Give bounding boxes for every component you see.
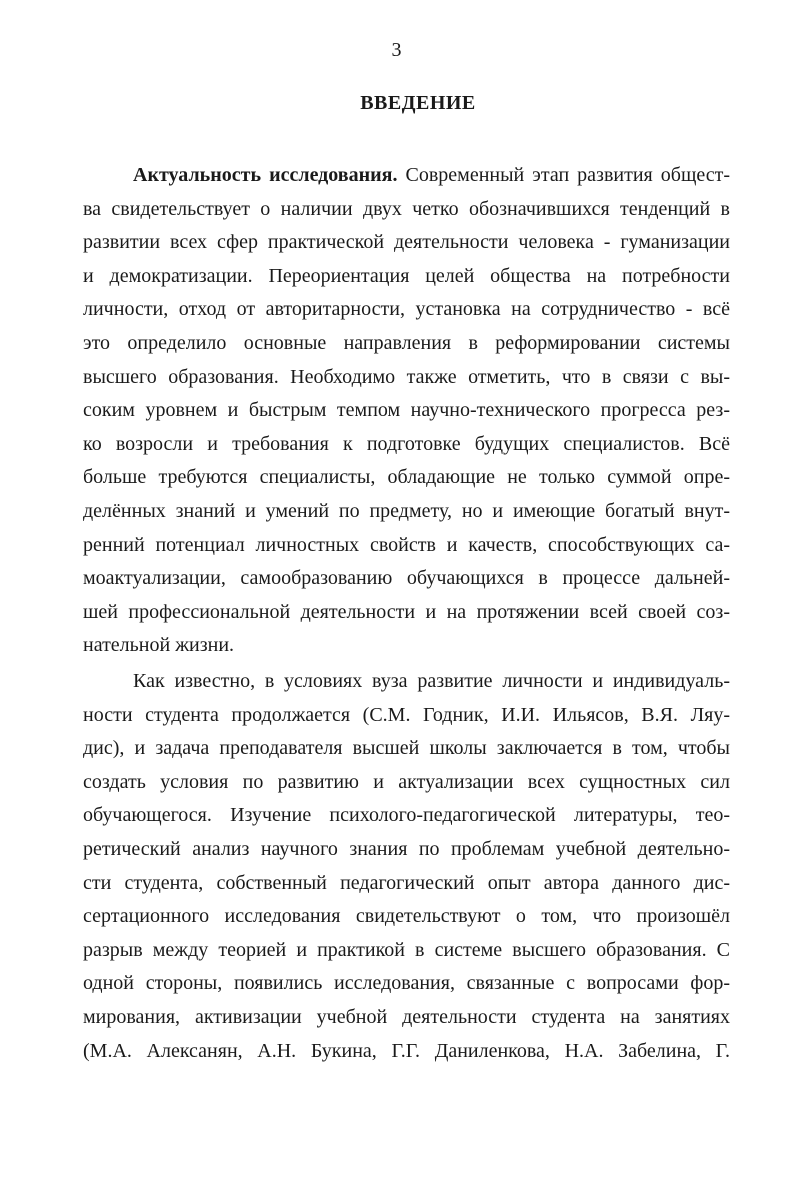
paragraph-context [83, 665, 730, 1068]
paragraph-line: одной стороны, появились исследования, связанные с вопросами фор- [83, 972, 730, 995]
paragraph-lead: Актуальность исследования. [133, 164, 398, 186]
page-number: 3 [391, 39, 402, 61]
paragraph-line [83, 159, 730, 193]
paragraph-line: шей профессиональной деятельности и на протяжении всей своей соз- [83, 600, 730, 623]
paragraph-line: моактуализации, самообразованию обучающихся в процессе дальней- [83, 567, 730, 590]
paragraph-line: высшего образования. Необходимо также отметить, что в связи с вы- [83, 365, 730, 388]
paragraph-line-text: Современный этап развития общест- [397, 164, 731, 186]
paragraph-line: делённых знаний и умений по предмету, но и имеющие богатый внут- [83, 499, 730, 522]
paragraph-line: мирования, активизации учебной деятельности студента на занятиях [83, 1005, 730, 1028]
paragraph-line: Как известно, в условиях вуза развитие личности и индивидуаль- [133, 670, 730, 692]
paragraph-line: ретический анализ научного знания по проблемам учебной деятельно- [83, 837, 730, 860]
paragraph-line: создать условия по развитию и актуализации всех сущностных сил [83, 770, 730, 793]
section-heading: ВВЕДЕНИЕ [360, 92, 476, 114]
paragraph-line: ренний потенциал личностных свойств и качеств, способствующих са- [83, 533, 730, 556]
paragraph-line: больше требуются специалисты, обладающие не только суммой опре- [83, 466, 730, 489]
paragraph-line: (М.А. Алексанян, А.Н. Букина, Г.Г. Даниленкова, Н.А. Забелина, Г. [83, 1039, 730, 1062]
paragraph-line: сертационного исследования свидетельствуют о том, что произошёл [83, 905, 730, 928]
paragraph-line: соким уровнем и быстрым темпом научно-технического прогресса рез- [83, 399, 730, 422]
paragraph-line: развитии всех сфер практической деятельности человека - гуманизации [83, 231, 730, 254]
paragraph-relevance [83, 159, 730, 663]
paragraph-line: ва свидетельствует о наличии двух четко обозначившихся тенденций в [83, 197, 730, 220]
paragraph-line: обучающегося. Изучение психолого-педагогической литературы, тео- [83, 804, 730, 827]
paragraph-line: это определило основные направления в реформировании системы [83, 331, 730, 354]
paragraph-line: дис), и задача преподавателя высшей школы заключается в том, чтобы [83, 737, 730, 760]
paragraph-line: и демократизации. Переориентация целей общества на потребности [83, 264, 730, 287]
paragraph-line: ности студента продолжается (С.М. Годник, И.И. Ильясов, В.Я. Ляу- [83, 703, 730, 726]
paragraph-line: разрыв между теорией и практикой в системе высшего образования. С [83, 938, 730, 961]
paragraph-line: нательной жизни. [83, 634, 235, 657]
paragraph-line: личности, отход от авторитарности, установка на сотрудничество - всё [83, 298, 730, 321]
paragraph-line: сти студента, собственный педагогический опыт автора данного дис- [83, 871, 730, 894]
paragraph-line: ко возросли и требования к подготовке будущих специалистов. Всё [83, 432, 730, 455]
